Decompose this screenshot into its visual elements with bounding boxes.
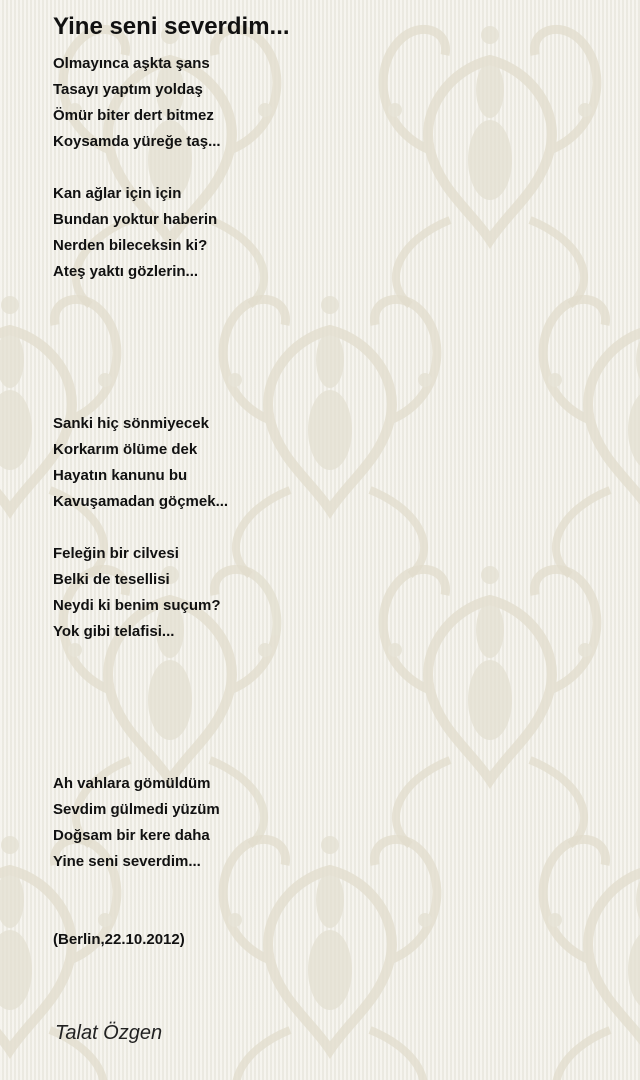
poem-line: Doğsam bir kere daha xyxy=(53,827,210,844)
poem-line: Feleğin bir cilvesi xyxy=(53,545,179,562)
poem-place-date: (Berlin,22.10.2012) xyxy=(53,931,185,948)
poem-line: Korkarım ölüme dek xyxy=(53,441,198,458)
poem-line: Neydi ki benim suçum? xyxy=(53,597,221,614)
poem-line: Ah vahlara gömüldüm xyxy=(53,775,211,792)
poem-line: Olmayınca aşkta şans xyxy=(53,55,210,72)
poem-line: Yine seni severdim... xyxy=(53,853,201,870)
poem-line: Kavuşamadan göçmek... xyxy=(53,493,229,510)
poem-line: Sanki hiç sönmiyecek xyxy=(53,415,209,432)
poem-title: Yine seni severdim... xyxy=(53,13,290,40)
poem-author: Talat Özgen xyxy=(55,1022,163,1044)
poem-line: Koysamda yüreğe taş... xyxy=(53,133,221,150)
poem-line: Ateş yaktı gözlerin... xyxy=(53,263,199,280)
poem-line: Tasayı yaptım yoldaş xyxy=(53,81,203,98)
poem-line: Bundan yoktur haberin xyxy=(53,211,218,228)
poem-line: Ömür biter dert bitmez xyxy=(53,107,214,124)
poem-line: Sevdim gülmedi yüzüm xyxy=(53,801,220,818)
poem-line: Nerden bileceksin ki? xyxy=(53,237,208,254)
poem-line: Hayatın kanunu bu xyxy=(53,467,188,484)
poem-line: Yok gibi telafisi... xyxy=(53,623,175,640)
poem-line: Kan ağlar için için xyxy=(53,185,182,202)
poem-line: Belki de tesellisi xyxy=(53,571,170,588)
